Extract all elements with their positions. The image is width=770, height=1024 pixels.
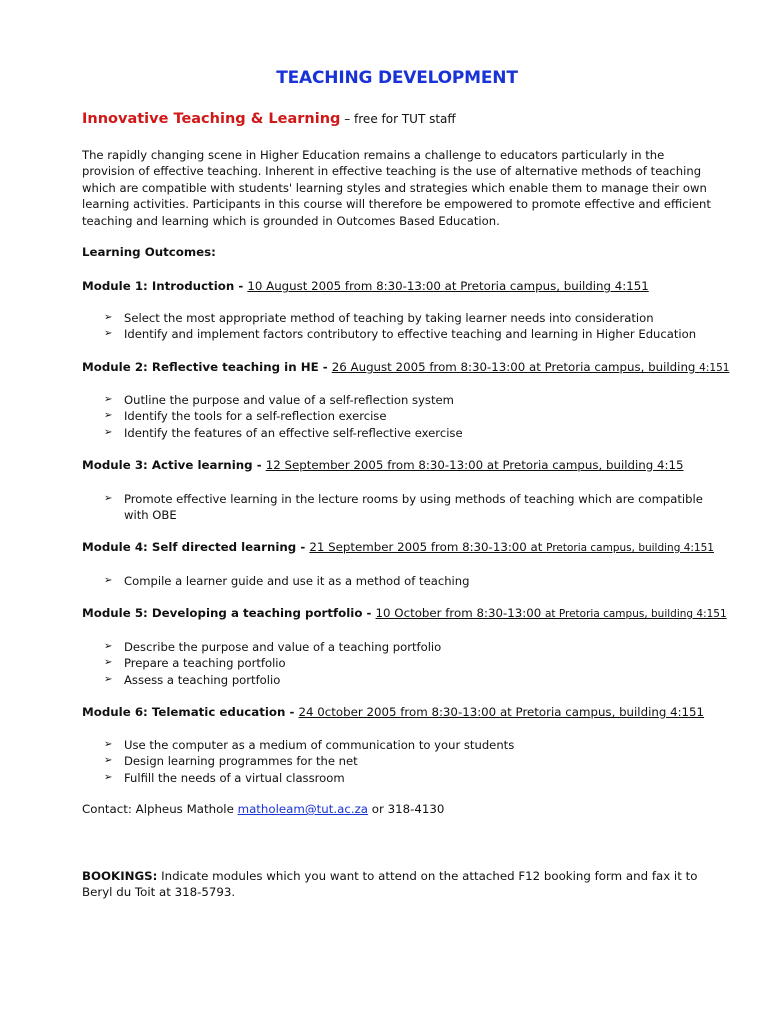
module-3-heading xyxy=(82,458,684,472)
module-2-title: Module 2: Reflective teaching in HE - xyxy=(82,360,332,374)
list-item xyxy=(104,655,716,671)
arrow-bullet-icon: ➢ xyxy=(104,426,113,438)
module-6-heading xyxy=(82,705,704,719)
module-5-outcomes xyxy=(104,639,716,688)
list-item xyxy=(104,392,716,408)
list-item-text: Promote effective learning in the lecture rooms by using methods of teaching which are compatible with OBE xyxy=(124,492,703,523)
module-1-heading xyxy=(82,279,649,293)
arrow-bullet-icon: ➢ xyxy=(104,575,113,586)
list-item xyxy=(104,326,716,342)
arrow-bullet-icon: ➢ xyxy=(104,673,113,685)
list-item xyxy=(104,491,716,524)
arrow-bullet-icon: ➢ xyxy=(104,312,113,323)
module-5-heading xyxy=(82,606,727,620)
module-4-details: 21 September 2005 from 8:30-13:00 at xyxy=(309,540,547,554)
list-item-text: Fulfill the needs of a virtual classroom xyxy=(124,770,345,785)
list-item-text: Describe the purpose and value of a teaching portfolio xyxy=(124,640,442,654)
list-item-text: Identify and implement factors contributory to effective teaching and learning in Higher Education xyxy=(124,327,697,342)
subheading-rest: – free for TUT staff xyxy=(340,112,456,126)
module-6-details: 24 0ctober 2005 from 8:30-13:00 at Pretoria campus, building 4:151 xyxy=(298,705,705,719)
module-6-outcomes xyxy=(104,737,716,786)
module-2-outcomes xyxy=(104,392,716,441)
module-3-details: 12 September 2005 from 8:30-13:00 at Pretoria campus, building 4:15 xyxy=(265,458,684,472)
module-5-details: 10 October from 8:30-13:00 xyxy=(375,606,545,620)
module-3-outcomes xyxy=(104,491,716,524)
bookings-text: Indicate modules which you want to attend on the attached F12 booking form and fax it to Beryl du Toit at 318-5793. xyxy=(82,869,698,900)
arrow-bullet-icon: ➢ xyxy=(104,328,113,340)
arrow-bullet-icon: ➢ xyxy=(104,641,113,652)
arrow-bullet-icon: ➢ xyxy=(104,410,113,422)
list-item-text: Use the computer as a medium of communication to your students xyxy=(124,738,515,752)
module-2-details-small: 4:151 xyxy=(699,362,730,374)
module-5-details-small: at Pretoria campus, building 4:151 xyxy=(544,608,727,620)
contact-line xyxy=(82,802,444,816)
contact-email-link[interactable]: matholeam@tut.ac.za xyxy=(237,802,369,816)
module-4-details-small: Pretoria campus, building 4:151 xyxy=(546,542,714,554)
module-4-heading xyxy=(82,540,714,554)
list-item-text: Identify the tools for a self-reflection exercise xyxy=(124,409,387,424)
list-item xyxy=(104,672,716,688)
contact-prefix: Contact: Alpheus Mathole xyxy=(82,802,238,816)
module-2-heading xyxy=(82,360,729,374)
list-item-text: Outline the purpose and value of a self-reflection system xyxy=(124,393,454,407)
subheading xyxy=(82,111,456,127)
list-item xyxy=(104,770,716,786)
module-4-outcomes xyxy=(104,573,716,589)
page-title: TEACHING DEVELOPMENT xyxy=(276,68,518,88)
arrow-bullet-icon: ➢ xyxy=(104,493,113,504)
list-item xyxy=(104,753,716,769)
list-item-text: Design learning programmes for the net xyxy=(124,754,358,769)
list-item-text: Assess a teaching portfolio xyxy=(124,672,281,687)
list-item-text: Identify the features of an effective self-reflective exercise xyxy=(124,425,463,440)
bookings-label: BOOKINGS: xyxy=(82,869,158,883)
list-item xyxy=(104,737,716,753)
module-5-title: Module 5: Developing a teaching portfolio - xyxy=(82,606,376,620)
arrow-bullet-icon: ➢ xyxy=(104,771,113,783)
list-item-text: Compile a learner guide and use it as a method of teaching xyxy=(124,574,470,588)
learning-outcomes-label: Learning Outcomes: xyxy=(82,245,216,259)
list-item xyxy=(104,408,716,424)
arrow-bullet-icon: ➢ xyxy=(104,755,113,767)
list-item xyxy=(104,573,716,589)
list-item xyxy=(104,310,716,326)
list-item-text: Prepare a teaching portfolio xyxy=(124,656,286,671)
list-item-text: Select the most appropriate method of teaching by taking learner needs into consideration xyxy=(124,311,654,325)
arrow-bullet-icon: ➢ xyxy=(104,657,113,669)
module-6-title: Module 6: Telematic education - xyxy=(82,705,299,719)
module-4-title: Module 4: Self directed learning - xyxy=(82,540,310,554)
bookings-paragraph xyxy=(82,868,712,901)
module-3-title: Module 3: Active learning - xyxy=(82,458,266,472)
list-item xyxy=(104,639,716,655)
list-item xyxy=(104,425,716,441)
module-1-details: 10 August 2005 from 8:30-13:00 at Pretoria campus, building 4:151 xyxy=(247,279,649,293)
module-2-details: 26 August 2005 from 8:30-13:00 at Pretoria campus, building xyxy=(331,360,700,374)
contact-suffix: or 318-4130 xyxy=(368,802,445,816)
module-1-title: Module 1: Introduction - xyxy=(82,279,248,293)
subheading-main: Innovative Teaching & Learning xyxy=(82,111,341,127)
module-1-outcomes xyxy=(104,310,716,343)
intro-paragraph: The rapidly changing scene in Higher Education remains a challenge to educators particularly in the provision of effective teaching. Inherent in effective teaching is the use of alternative methods of teaching which are compatible with students' learning styles and strategies which enable them to manage their own learning activities. Participants in this course will therefore be empowered to promote effective and efficient teaching and learning which is grounded in Outcomes Based Education. xyxy=(82,148,711,228)
arrow-bullet-icon: ➢ xyxy=(104,739,113,750)
arrow-bullet-icon: ➢ xyxy=(104,394,113,405)
